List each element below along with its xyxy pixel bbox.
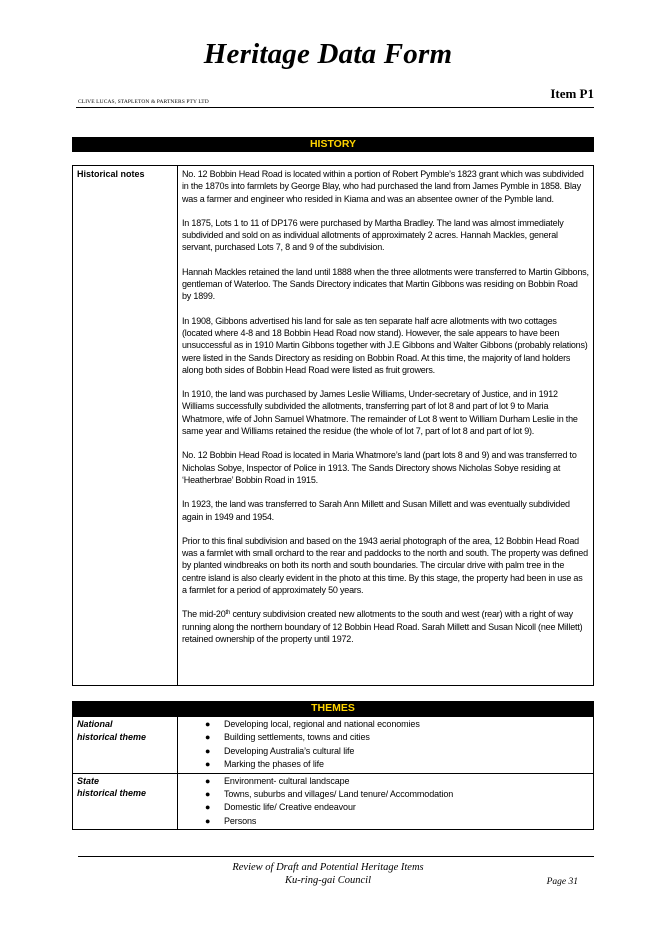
history-paragraph: In 1908, Gibbons advertised his land for sale as ten separate half acre allotments with two cottages (located where 4-8 and 18 Bobbin Head Road now stand). However, the sale appears to have been unsuccessful as in 1910 Martin Gibbons together with J.E Gibbons and Walter Gibbons (probably relations) were listed in the Sands Directory as residing on Bobbin Road. At this time, the majority of land holders along both sides of Bobbin Head Road were listed as fruit growers. [182, 315, 588, 375]
footer-council: Ku-ring-gai Council [284, 875, 372, 886]
theme-label [73, 773, 178, 830]
theme-item-text: Environment- cultural landscape [224, 775, 350, 786]
theme-label-line: historical theme [77, 788, 147, 799]
theme-label-line: historical theme [77, 731, 147, 742]
theme-item [178, 745, 593, 758]
theme-label [73, 717, 178, 774]
theme-item [178, 758, 593, 771]
history-table [72, 165, 594, 686]
theme-item [178, 815, 593, 828]
bullet-icon: ● [205, 732, 211, 743]
item-number: Item P1 [550, 86, 594, 101]
history-paragraph: In 1875, Lots 1 to 11 of DP176 were purchased by Martha Bradley. The land was almost immediately subdivided and sold on as individual allotments of approximately 2 acres. Hannah Mackles, general servant, purchased Lots 7, 8 and 9 of the subdivision. [182, 217, 564, 253]
theme-row-national [73, 717, 594, 774]
bullet-icon: ● [205, 745, 211, 756]
bullet-icon: ● [205, 815, 211, 826]
theme-item-text: Marking the phases of life [224, 759, 324, 770]
historical-notes-body [178, 166, 594, 686]
header-divider [76, 107, 594, 108]
firm-name: CLIVE LUCAS, STAPLETON & PARTNERS PTY LTD [78, 99, 209, 105]
bullet-icon: ● [205, 759, 211, 770]
history-heading: HISTORY [72, 137, 594, 152]
theme-list-cell [178, 773, 594, 830]
theme-list [178, 774, 593, 830]
history-paragraph: In 1923, the land was transferred to Sarah Ann Millett and Susan Millett and was eventually subdivided again in 1949 and 1954. [182, 499, 570, 522]
footer-divider [78, 856, 594, 857]
history-paragraph-last [182, 608, 589, 645]
theme-item [178, 718, 593, 731]
theme-item [178, 788, 593, 801]
bullet-icon: ● [205, 719, 211, 729]
theme-item-text: Persons [224, 815, 257, 826]
theme-item-text: Building settlements, towns and cities [224, 732, 370, 743]
themes-heading: THEMES [72, 701, 594, 716]
history-text: century subdivision created new allotments to the south and west (rear) with a right of way running along the northern boundary of 12 Bobbin Head Road. Sarah Millett and Susan Nicoll (nee Millett) retained ownership of the property until 1972. [182, 609, 583, 644]
theme-label-line: State [77, 775, 100, 786]
theme-item [178, 775, 593, 788]
bullet-icon: ● [205, 789, 211, 800]
history-paragraph: No. 12 Bobbin Head Road is located in Maria Whatmore’s land (part lots 8 and 9) and was transferred to Nicholas Sobye, Inspector of Police in 1913. The Sands Directory shows Nicholas Sobye residing at ‘Heatherbrae’ Bobbin Road in 1915. [182, 450, 577, 485]
history-paragraph: In 1910, the land was purchased by James Leslie Williams, Under-secretary of Justice, and in 1912 Williams successfully subdivided the allotments, transferring part of lot 8 and part of lot 9 to Maria Whatmore, wife of John Samuel Whatmore. The remainder of Lot 8 went to William Durham Leslie in the same year and Williams retained the residue (the whole of lot 7, part of lot 8 and part of lot 9). [182, 389, 578, 437]
page-number: Page 31 [546, 877, 578, 887]
bullet-icon: ● [205, 802, 211, 813]
history-paragraph: Hannah Mackles retained the land until 1888 when the three allotments were transferred to Martin Gibbons, gentleman of Waterloo. The Sands Directory indicates that Martin Gibbons was residing on Bobbin Road by 1899. [182, 266, 589, 302]
themes-table [72, 716, 594, 830]
footer-title: Review of Draft and Potential Heritage Items [232, 862, 424, 873]
theme-item [178, 801, 593, 814]
theme-item-text: Towns, suburbs and villages/ Land tenure/ Accommodation [224, 789, 454, 800]
theme-item-text: Developing Australia’s cultural life [224, 745, 355, 756]
superscript: th [225, 610, 231, 617]
history-text: The mid-20 [182, 609, 226, 620]
theme-item-text: Developing local, regional and national economies [224, 719, 420, 729]
theme-list-cell [178, 717, 594, 774]
theme-item [178, 731, 593, 744]
theme-label-line: National [77, 719, 113, 729]
theme-list [178, 717, 593, 773]
bullet-icon: ● [205, 775, 211, 786]
history-paragraph: No. 12 Bobbin Head Road is located within a portion of Robert Pymble’s 1823 grant which was subdivided in the 1870s into farmlets by George Blay, who had purchased the land from James Pymble in 1858. Blay was a farmer and engineer who resided in Kiama and was an absentee owner of the Pymble land. [182, 169, 584, 204]
theme-row-state [73, 773, 594, 830]
page-title: Heritage Data Form [203, 38, 453, 70]
history-paragraph: Prior to this final subdivision and based on the 1943 aerial photograph of the area, 12 Bobbin Head Road was a farmlet with small orchard to the rear and paddocks to the north and south. The property was defined by planted windbreaks on both its north and south boundaries. The circular drive with palm tree in the centre island is also clearly evident in the photo at this time. By this stage, the property had been in use as a farmlet for a period of approximately 50 years. [182, 535, 588, 596]
historical-notes-label: Historical notes [73, 166, 178, 686]
theme-item-text: Domestic life/ Creative endeavour [224, 802, 356, 813]
